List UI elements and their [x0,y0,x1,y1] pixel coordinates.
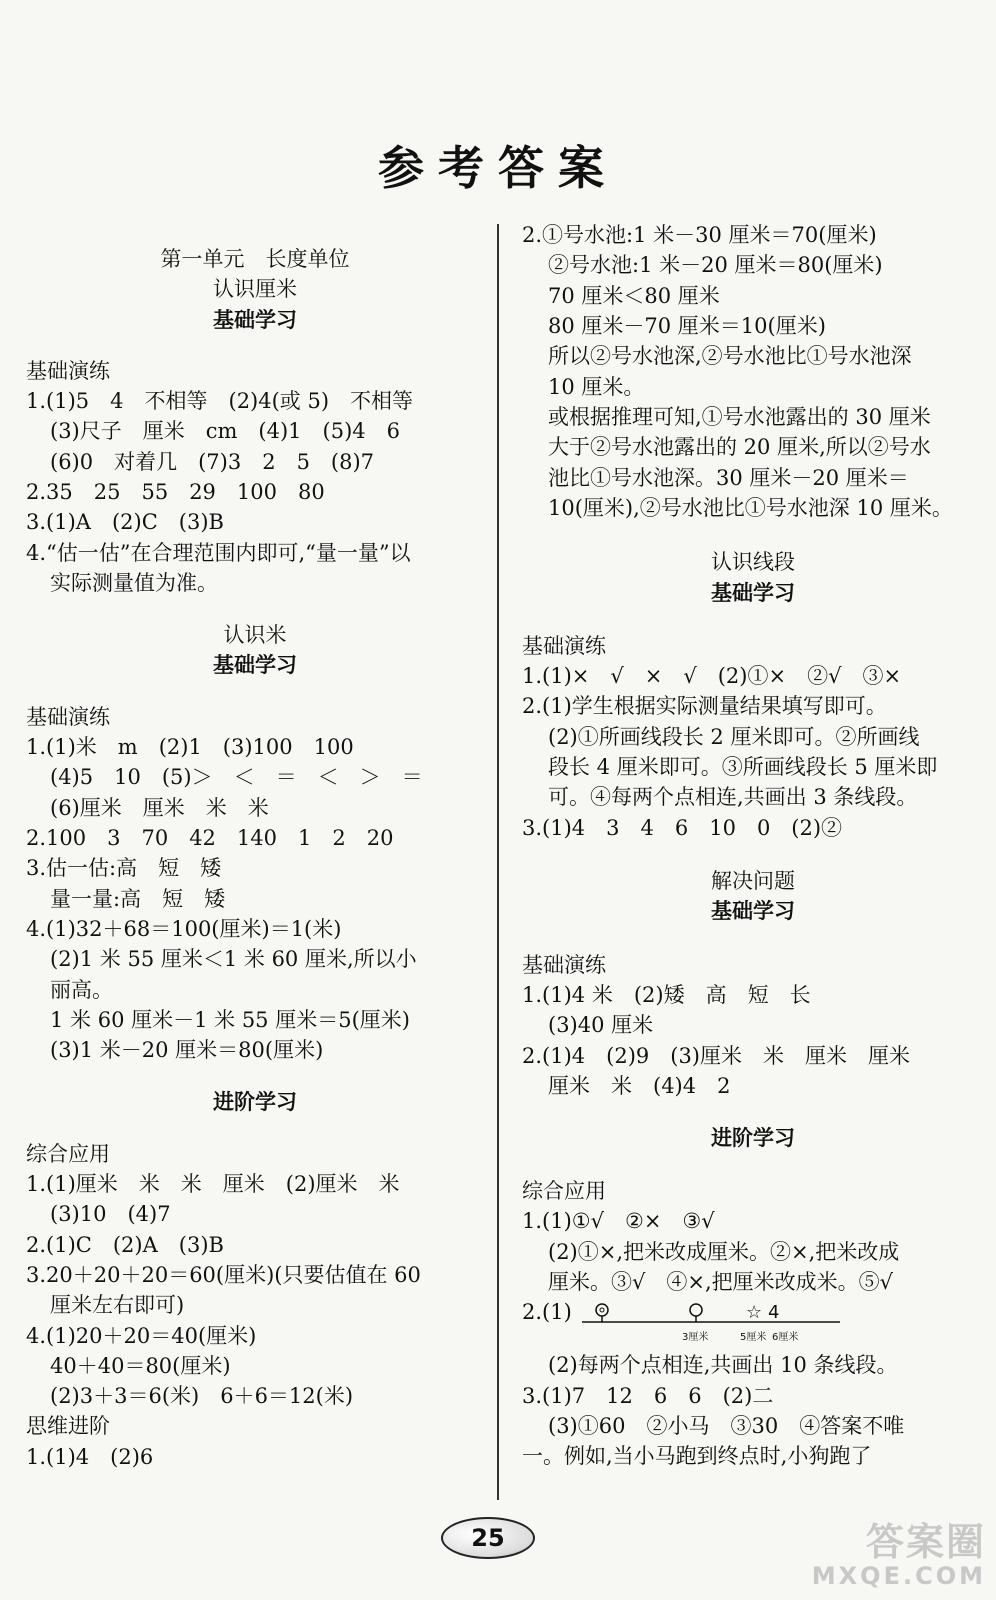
answer-line: (2)3＋3＝6(米) 6＋6＝12(米) [50,1384,354,1408]
balloon-icon-1 [596,1304,608,1322]
answer-line: (3)①60 ②小马 ③30 ④答案不唯 [548,1414,905,1438]
page-number: 25 [441,1517,535,1559]
label-5cm: 5厘米 [740,1332,767,1343]
answer-line: 丽高。 [50,978,113,1002]
section-heading: 解决问题 [711,869,795,893]
answer-line: (3)10 (4)7 [50,1202,171,1226]
section-heading: 基础学习 [213,308,297,332]
answer-line: 基础演练 [26,359,110,383]
flag-icon: 4 [768,1302,780,1323]
watermark-logo [774,1522,986,1594]
answer-line: 1.(1)厘米 米 米 厘米 (2)厘米 米 [26,1172,400,1196]
answer-line: 3.20＋20＋20＝60(厘米)(只要估值在 60 [26,1263,421,1287]
answer-line: 2.35 25 55 29 100 80 [26,480,325,504]
answer-line: (6)0 对着几 (7)3 2 5 (8)7 [50,450,375,474]
answer-line: 2.(1)C (2)A (3)B [26,1233,224,1257]
section-heading: 认识线段 [711,550,795,574]
answer-line: 2.(1) [522,1300,572,1324]
answer-line: (2)1 米 55 厘米＜1 米 60 厘米,所以小 [50,947,417,971]
answer-line: 2.(1)学生根据实际测量结果填写即可。 [522,694,887,718]
answer-line: 1.(1)①√ ②× ③√ [522,1209,715,1233]
answer-line: 或根据推理可知,①号水池露出的 30 厘米 [548,405,931,429]
answer-line: 可。④每两个点相连,共画出 3 条线段。 [548,785,918,809]
answer-line: ②号水池:1 米－20 厘米＝80(厘米) [548,253,883,277]
answer-line: 实际测量值为准。 [50,571,218,595]
answer-line: (3)1 米－20 厘米＝80(厘米) [50,1038,324,1062]
answer-line: 池比①号水池深。30 厘米－20 厘米＝ [548,466,909,490]
answer-line: 厘米左右即可) [50,1293,185,1317]
answer-line: 4.(1)32＋68＝100(厘米)＝1(米) [26,917,342,941]
answer-line: 1.(1)4 (2)6 [26,1445,154,1469]
answer-line: 思维进阶 [26,1414,110,1438]
section-heading: 进阶学习 [213,1090,297,1114]
answer-line: 2.100 3 70 42 140 1 2 20 [26,826,394,850]
answer-line: (4)5 10 (5)＞ ＜ ＝ ＜ ＞ ＝ [50,765,423,789]
answer-line: 40＋40＝80(厘米) [50,1354,231,1378]
answer-line: 量一量:高 短 矮 [50,887,226,911]
section-heading: 进阶学习 [711,1126,795,1150]
answer-line: 1.(1)4 米 (2)矮 高 短 长 [522,983,811,1007]
section-heading: 认识米 [223,623,287,647]
answer-line: 基础演练 [522,953,606,977]
page-title: 参考答案 [378,141,618,195]
answer-line: 所以②号水池深,②号水池比①号水池深 [548,344,912,368]
answer-line: 综合应用 [522,1179,606,1203]
answer-line: 3.(1)A (2)C (3)B [26,510,224,534]
answer-line: 3.估一估:高 短 矮 [26,856,222,880]
answer-line: 70 厘米＜80 厘米 [548,284,720,308]
answer-line: 10 厘米。 [548,375,645,399]
answer-line: 厘米。③√ ④×,把厘米改成米。⑤√ [548,1270,894,1294]
answer-line: 1.(1)5 4 不相等 (2)4(或 5) 不相等 [26,389,414,413]
answer-line: (2)每两个点相连,共画出 10 条线段。 [548,1353,898,1377]
answer-line: (3)40 厘米 [548,1013,654,1037]
answer-line: 10(厘米),②号水池比①号水池深 10 厘米。 [548,496,953,520]
answer-line: 一。例如,当小马跑到终点时,小狗跑了 [522,1444,872,1468]
answer-line: 4.(1)20＋20＝40(厘米) [26,1324,257,1348]
answer-line: (2)①所画线段长 2 厘米即可。②所画线 [548,725,920,749]
line-segment-figure [582,1300,842,1348]
answer-line: 1.(1)× √ × √ (2)①× ②√ ③× [522,664,902,688]
answer-line: 4.“估一估”在合理范围内即可,“量一量”以 [26,541,411,565]
answer-line: 综合应用 [26,1142,110,1166]
label-6cm: 6厘米 [772,1332,799,1343]
answer-line: 3.(1)7 12 6 6 (2)二 [522,1384,774,1408]
answer-line: 段长 4 厘米即可。③所画线段长 5 厘米即 [548,755,938,779]
answer-line: 3.(1)4 3 4 6 10 0 (2)② [522,816,843,840]
column-divider [497,224,499,1500]
answer-line: 基础演练 [26,705,110,729]
answer-line: 2.①号水池:1 米－30 厘米＝70(厘米) [522,223,877,247]
answer-line: 80 厘米－70 厘米＝10(厘米) [548,314,826,338]
answer-line: (6)厘米 厘米 米 米 [50,796,269,820]
section-heading: 基础学习 [711,581,795,605]
answer-line: 大于②号水池露出的 20 厘米,所以②号水 [548,435,931,459]
section-heading: 第一单元 长度单位 [160,247,350,271]
answer-line: 2.(1)4 (2)9 (3)厘米 米 厘米 厘米 [522,1044,910,1068]
answer-line: 1.(1)米 m (2)1 (3)100 100 [26,735,354,759]
answer-line: 1 米 60 厘米－1 米 55 厘米＝5(厘米) [50,1008,410,1032]
answer-line: 厘米 米 (4)4 2 [548,1074,731,1098]
star-icon: ☆ [746,1302,763,1323]
watermark-line2: MXQE.COM [811,1562,986,1590]
section-heading: 基础学习 [711,899,795,923]
balloon-icon-2 [690,1304,702,1322]
label-3cm: 3厘米 [682,1332,709,1343]
section-heading: 认识厘米 [213,277,297,301]
watermark-line1: 答案圈 [865,1520,986,1564]
section-heading: 基础学习 [213,653,297,677]
answer-line: (2)①×,把米改成厘米。②×,把米改成 [548,1240,900,1264]
answer-line: (3)尺子 厘米 cm (4)1 (5)4 6 [50,419,400,443]
answer-line: 基础演练 [522,634,606,658]
